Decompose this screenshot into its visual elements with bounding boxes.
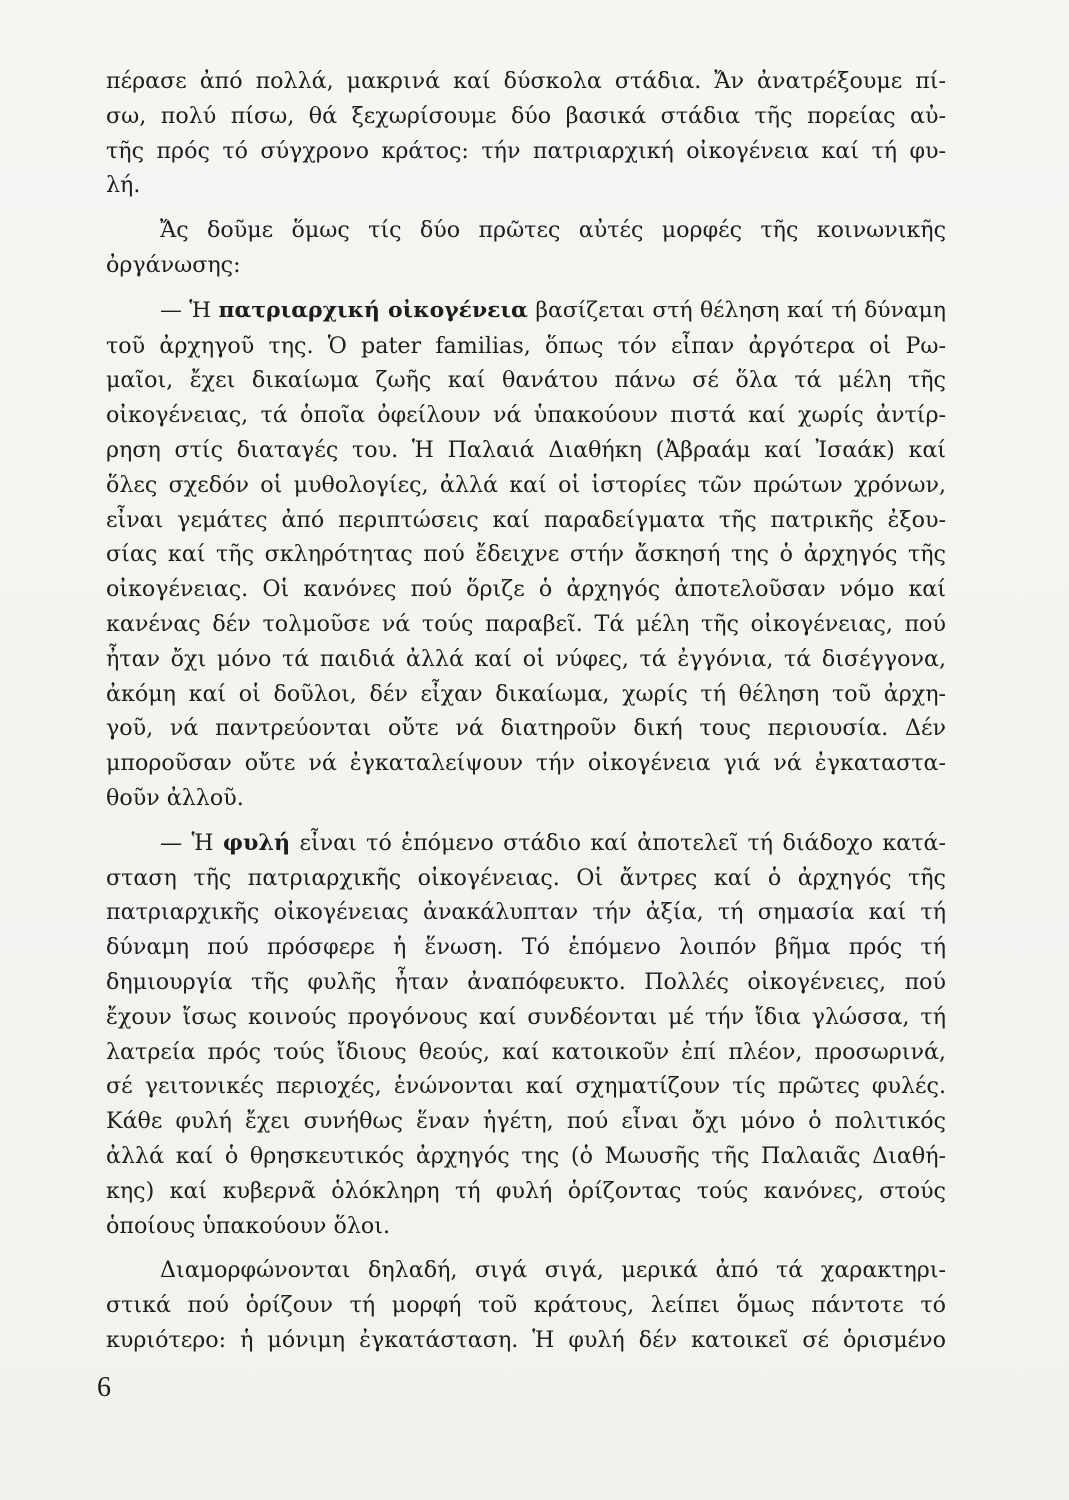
page-number: 6 — [97, 1372, 111, 1403]
text-line: πέρασε ἀπό πολλά, μακρινά καί δύσκολα στάδια. Ἄν ἀνατρέξουμε πί- — [106, 68, 946, 94]
text-line: ἀλλά καί ὁ θρησκευτικός ἀρχηγός της (ὁ Μωυσῆς τῆς Παλαιᾶς Διαθή- — [106, 1142, 946, 1169]
text-line: Διαμορφώνονται δηλαδή, σιγά σιγά, μερικά ἀπό τά χαρακτηρι- — [160, 1257, 946, 1284]
text-line: ἦταν ὄχι μόνο τά παιδιά ἀλλά καί οἱ νύφες, τά ἐγγόνια, τά δισέγγονα, — [106, 645, 946, 672]
text-line: στικά πού ὁρίζουν τή μορφή τοῦ κράτους, λείπει ὅμως πάντοτε τό — [106, 1292, 946, 1319]
text-line: θοῦν ἀλλοῦ. — [106, 784, 244, 811]
text-line: οἰκογένειας, τά ὁποῖα ὀφείλουν νά ὑπακούουν πιστά καί χωρίς ἀντίρ- — [106, 402, 946, 429]
text-line — [106, 293, 946, 329]
text-line: κης) καί κυβερνᾶ ὁλόκληρη τή φυλή ὁρίζοντας τούς κανόνες, στούς — [106, 1177, 946, 1204]
text-line: τοῦ ἀρχηγοῦ της. Ὁ pater familias, ὅπως τόν εἶπαν ἀργότερα οἱ Ρω- — [106, 332, 946, 359]
text-line: ὅλες σχεδόν οἱ μυθολογίες, ἀλλά καί οἱ ἱστορίες τῶν πρώτων χρόνων, — [106, 471, 946, 498]
paragraph-2 — [106, 213, 946, 283]
text-line: Κάθε φυλή ἔχει συνήθως ἕναν ἡγέτη, πού εἶναι ὄχι μόνο ὁ πολιτικός — [106, 1108, 946, 1135]
text-line: ὀργάνωσης: — [106, 251, 241, 278]
text-line: γοῦ, νά παντρεύονται οὔτε νά διατηροῦν δική τους περιουσία. Δέν — [106, 715, 946, 742]
dash-lead: — Ἡ — [160, 297, 219, 323]
text-line: λατρεία πρός τούς ἴδιους θεούς, καί κατοικοῦν ἐπί πλέον, προσωρινά, — [106, 1038, 946, 1065]
text-line: σταση τῆς πατριαρχικῆς οἰκογένειας. Οἱ ἄντρες καί ὁ ἀρχηγός τῆς — [106, 864, 946, 891]
text-line: ἀκόμη καί οἱ δοῦλοι, δέν εἶχαν δικαίωμα, χωρίς τή θέληση τοῦ ἀρχη- — [106, 680, 946, 707]
term-tribe: φυλή — [222, 829, 291, 856]
text-line: ἔχουν ἴσως κοινούς προγόνους καί συνδέονται μέ τήν ἴδια γλώσσα, τή — [106, 1003, 946, 1030]
text-line: δύναμη πού πρόσφερε ἡ ἕνωση. Τό ἑπόμενο λοιπόν βῆμα πρός τή — [106, 934, 946, 961]
text-line: ρηση στίς διαταγές του. Ἡ Παλαιά Διαθήκη (Ἀβραάμ καί Ἰσαάκ) καί — [106, 436, 946, 463]
lead-tail: εἶναι τό ἑπόμενο στάδιο καί ἀποτελεῖ τή διάδοχο κατά- — [290, 829, 946, 856]
text-line: μαῖοι, ἔχει δικαίωμα ζωῆς καί θανάτου πάνω σέ ὅλα τά μέλη τῆς — [106, 367, 946, 394]
text-line: σω, πολύ πίσω, θά ξεχωρίσουμε δύο βασικά στάδια τῆς πορείας αὐ- — [106, 102, 946, 129]
paragraph-tribe — [106, 826, 946, 1244]
text-line: δημιουργία τῆς φυλῆς ἦταν ἀναπόφευκτο. Πολλές οἰκογένειες, πού — [106, 968, 946, 995]
text-line: σίας καί τῆς σκληρότητας πού ἔδειχνε στήν ἄσκησή της ὁ ἀρχηγός τῆς — [106, 541, 946, 568]
paragraph-patriarchal-family — [106, 293, 946, 816]
text-line: οἰκογένειας. Οἱ κανόνες πού ὅριζε ὁ ἀρχηγός ἀποτελοῦσαν νόμο καί — [106, 576, 946, 603]
text-line: πατριαρχικῆς οἰκογένειας ἀνακάλυπταν τήν ἀξία, τή σημασία καί τή — [106, 899, 946, 926]
paragraph-1 — [106, 64, 946, 203]
text-line — [106, 826, 946, 861]
text-line: κανένας δέν τολμοῦσε νά τούς παραβεῖ. Τά μέλη τῆς οἰκογένειας, πού — [106, 610, 946, 637]
text-line: τῆς πρός τό σύγχρονο κράτος: τήν πατριαρχική οἰκογένεια καί τή φυ- — [106, 137, 946, 164]
text-line: λή. — [106, 172, 141, 199]
body-text — [106, 64, 946, 1358]
paragraph-5 — [106, 1253, 946, 1357]
text-line: ὁποίους ὑπακούουν ὅλοι. — [106, 1212, 391, 1239]
text-line: εἶναι γεμάτες ἀπό περιπτώσεις καί παραδείγματα τῆς πατρικῆς ἐξου- — [106, 506, 946, 533]
text-line: Ἄς δοῦμε ὅμως τίς δύο πρῶτες αὐτές μορφές τῆς κοινωνικῆς — [160, 217, 946, 244]
dash-lead: — Ἡ — [160, 829, 223, 856]
lead-tail: βασίζεται στή θέληση καί τή δύναμη — [527, 297, 947, 323]
text-line: σέ γειτονικές περιοχές, ἑνώνονται καί σχηματίζουν τίς πρῶτες φυλές. — [106, 1073, 946, 1100]
text-line: κυριότερο: ἡ μόνιμη ἐγκατάσταση. Ἡ φυλή δέν κατοικεῖ σέ ὁρισμένο — [106, 1326, 946, 1353]
text-line: μποροῦσαν οὔτε νά ἐγκαταλείψουν τήν οἰκογένεια γιά νά ἐγκαταστα- — [106, 750, 946, 777]
term-patriarchal-family: πατριαρχική οἰκογένεια — [218, 296, 528, 323]
